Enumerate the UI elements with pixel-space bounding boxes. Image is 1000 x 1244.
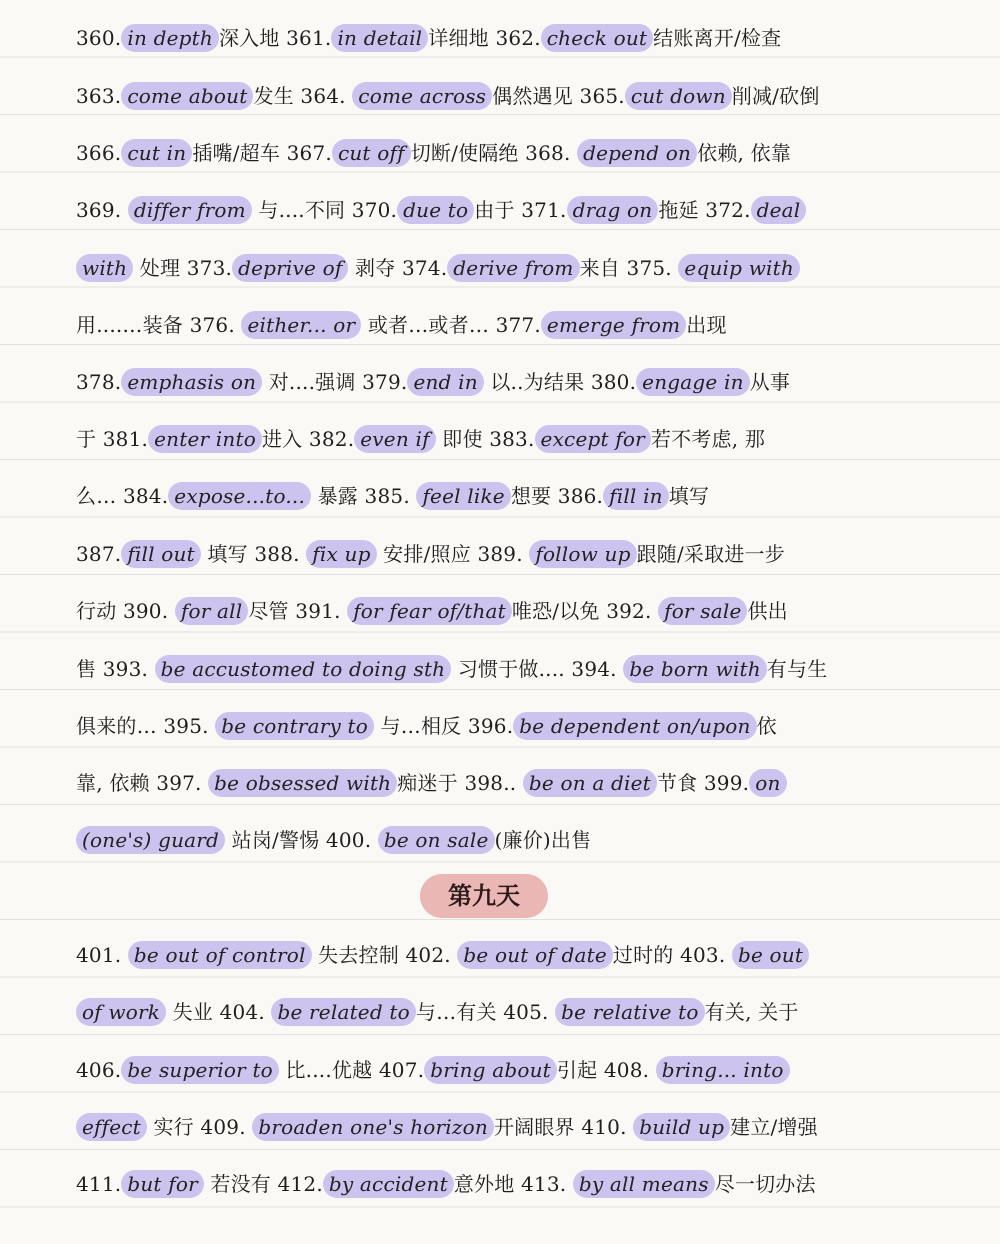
day-heading: 第九天 — [420, 874, 548, 918]
highlighted-phrase: expose...to... — [168, 482, 311, 510]
highlighted-phrase: bring about — [424, 1056, 557, 1084]
line-text: 引起 408. — [556, 1058, 656, 1082]
line-text: 360. — [76, 26, 122, 50]
highlighted-phrase: for sale — [658, 597, 747, 625]
line-text: 发生 364. — [253, 84, 353, 108]
line-text: 实行 409. — [146, 1115, 253, 1139]
line-text: 跟随/采取进一步 — [636, 542, 785, 566]
highlighted-phrase: come about — [121, 82, 253, 110]
highlighted-phrase: deprive of — [232, 254, 348, 282]
line-text: 若不考虑, 那 — [650, 427, 766, 451]
line-text: 唯恐/以免 392. — [511, 599, 659, 623]
highlighted-phrase: fix up — [306, 540, 376, 568]
highlighted-phrase: by all means — [573, 1170, 715, 1198]
line-text: 363. — [76, 84, 122, 108]
line-text: 行动 390. — [76, 599, 175, 623]
line-text: 以..为结果 380. — [483, 370, 637, 394]
line-text: 若没有 412. — [203, 1172, 323, 1196]
highlighted-phrase: engage in — [636, 368, 750, 396]
vocab-line — [76, 820, 936, 860]
line-text: 偶然遇见 365. — [492, 84, 625, 108]
highlighted-phrase: by accident — [323, 1170, 454, 1198]
line-text: 结账离开/检查 — [653, 26, 782, 50]
highlighted-phrase: either... or — [241, 311, 361, 339]
line-text: 尽管 391. — [248, 599, 348, 623]
highlighted-phrase: of work — [76, 998, 166, 1026]
line-text: 出现 — [686, 313, 727, 337]
line-text: 插嘴/超车 367. — [192, 141, 332, 165]
line-text: 处理 373. — [133, 256, 233, 280]
line-text: 尽一切办法 — [714, 1172, 816, 1196]
line-text: 用....…装备 376. — [76, 313, 242, 337]
vocab-line — [76, 76, 936, 116]
vocab-line — [76, 305, 936, 345]
highlighted-phrase: in detail — [331, 24, 428, 52]
vocab-line — [76, 248, 936, 288]
line-text: 供出 — [747, 599, 788, 623]
vocab-line — [76, 18, 936, 58]
line-text: 有与生 — [766, 657, 828, 681]
line-text: 387. — [76, 542, 122, 566]
vocab-line — [76, 476, 936, 516]
vocab-line — [76, 419, 936, 459]
line-text: 与…相反 396. — [374, 714, 514, 738]
highlighted-phrase: be accustomed to doing sth — [155, 655, 452, 683]
highlighted-phrase: end in — [407, 368, 483, 396]
line-text: 401. — [76, 943, 128, 967]
line-text: 对....强调 379. — [262, 370, 408, 394]
line-text: 俱来的… 395. — [76, 714, 216, 738]
line-text: 由于 371. — [474, 198, 567, 222]
highlighted-phrase: enter into — [148, 425, 262, 453]
line-text: 意外地 413. — [453, 1172, 573, 1196]
highlighted-phrase: emerge from — [541, 311, 686, 339]
line-text: 填写 388. — [200, 542, 307, 566]
line-text: 或者…或者… 377. — [361, 313, 541, 337]
line-text: 习惯于做.... 394. — [451, 657, 624, 681]
vocab-line — [76, 1164, 936, 1204]
line-text: 售 393. — [76, 657, 155, 681]
highlighted-phrase: except for — [535, 425, 651, 453]
highlighted-phrase: follow up — [529, 540, 636, 568]
highlighted-phrase: in depth — [121, 24, 219, 52]
highlighted-phrase: check out — [541, 24, 653, 52]
line-text: 么… 384. — [76, 484, 169, 508]
line-text: 比....优越 407. — [278, 1058, 425, 1082]
line-text: 与…有关 405. — [415, 1000, 556, 1024]
highlighted-phrase: derive from — [447, 254, 579, 282]
line-text: 节食 399. — [656, 771, 750, 795]
line-text: 过时的 403. — [612, 943, 732, 967]
line-text: 失业 404. — [166, 1000, 272, 1024]
vocab-line — [76, 935, 936, 975]
vocab-line — [76, 706, 936, 746]
highlighted-phrase: build up — [633, 1113, 730, 1141]
line-text: 从事 — [749, 370, 791, 394]
highlighted-phrase: be on a diet — [523, 769, 657, 797]
highlighted-phrase: be related to — [271, 998, 415, 1026]
highlighted-phrase: feel like — [416, 482, 510, 510]
highlighted-phrase: cut in — [121, 139, 192, 167]
line-text: 来自 375. — [579, 256, 679, 280]
line-text: 靠, 依赖 397. — [76, 771, 209, 795]
line-text: 369. — [76, 198, 128, 222]
highlighted-phrase: be obsessed with — [208, 769, 397, 797]
highlighted-phrase: be contrary to — [215, 712, 374, 740]
line-text: 建立/增强 — [730, 1115, 818, 1139]
line-text: (廉价)出售 — [494, 828, 592, 852]
highlighted-phrase: due to — [397, 196, 474, 224]
line-text: 切断/使隔绝 368. — [410, 141, 578, 165]
line-text: 深入地 361. — [218, 26, 332, 50]
highlighted-phrase: be born with — [623, 655, 766, 683]
highlighted-phrase: on — [749, 769, 786, 797]
highlighted-phrase: broaden one's horizon — [252, 1113, 494, 1141]
line-text: 失去控制 402. — [311, 943, 458, 967]
highlighted-phrase: be out of control — [128, 941, 312, 969]
line-text: 有关, 关于 — [704, 1000, 799, 1024]
line-text: 进入 382. — [261, 427, 355, 451]
line-text: 开阔眼界 410. — [493, 1115, 634, 1139]
vocab-line — [76, 763, 936, 803]
highlighted-phrase: for all — [175, 597, 248, 625]
highlighted-phrase: effect — [76, 1113, 147, 1141]
line-text: 378. — [76, 370, 122, 394]
highlighted-phrase: equip with — [678, 254, 800, 282]
line-text: 详细地 362. — [428, 26, 541, 50]
highlighted-phrase: be out — [732, 941, 809, 969]
highlighted-phrase: cut down — [625, 82, 732, 110]
highlighted-phrase: come across — [352, 82, 492, 110]
line-text: 依 — [756, 714, 777, 738]
line-text: 406. — [76, 1058, 122, 1082]
line-text: 站岗/警惕 400. — [225, 828, 378, 852]
highlighted-phrase: be relative to — [555, 998, 705, 1026]
line-text: 366. — [76, 141, 122, 165]
highlighted-phrase: but for — [121, 1170, 203, 1198]
line-text: 填写 — [668, 484, 710, 508]
vocab-line — [76, 591, 936, 631]
highlighted-phrase: with — [76, 254, 133, 282]
highlighted-phrase: drag on — [567, 196, 659, 224]
highlighted-phrase: be superior to — [121, 1056, 279, 1084]
highlighted-phrase: be on sale — [378, 826, 495, 854]
highlighted-phrase: depend on — [577, 139, 697, 167]
highlighted-phrase: be dependent on/upon — [513, 712, 756, 740]
line-text: 痴迷于 398.. — [397, 771, 523, 795]
highlighted-phrase: bring... into — [656, 1056, 790, 1084]
line-text: 安排/照应 389. — [376, 542, 530, 566]
highlighted-phrase: be out of date — [457, 941, 613, 969]
line-text: 与....不同 370. — [251, 198, 398, 222]
vocab-line — [76, 1107, 936, 1147]
vocab-line — [76, 649, 936, 689]
highlighted-phrase: even if — [354, 425, 435, 453]
highlighted-phrase: differ from — [128, 196, 252, 224]
vocab-line — [76, 362, 936, 402]
line-text: 剥夺 374. — [348, 256, 448, 280]
line-text: 削减/砍倒 — [731, 84, 820, 108]
line-text: 暴露 385. — [311, 484, 417, 508]
line-text: 想要 386. — [510, 484, 604, 508]
highlighted-phrase: deal — [751, 196, 807, 224]
highlighted-phrase: for fear of/that — [347, 597, 512, 625]
vocab-line — [76, 190, 936, 230]
line-text: 于 381. — [76, 427, 149, 451]
vocab-line — [76, 992, 936, 1032]
vocab-line — [76, 534, 936, 574]
line-text: 拖延 372. — [658, 198, 751, 222]
highlighted-phrase: fill in — [603, 482, 669, 510]
line-text: 依赖, 依靠 — [697, 141, 792, 165]
vocab-line — [76, 1050, 936, 1090]
highlighted-phrase: emphasis on — [121, 368, 262, 396]
highlighted-phrase: cut off — [332, 139, 411, 167]
vocab-line — [76, 133, 936, 173]
highlighted-phrase: fill out — [121, 540, 201, 568]
line-text: 411. — [76, 1172, 122, 1196]
line-text: 即使 383. — [435, 427, 535, 451]
highlighted-phrase: (one's) guard — [76, 826, 225, 854]
